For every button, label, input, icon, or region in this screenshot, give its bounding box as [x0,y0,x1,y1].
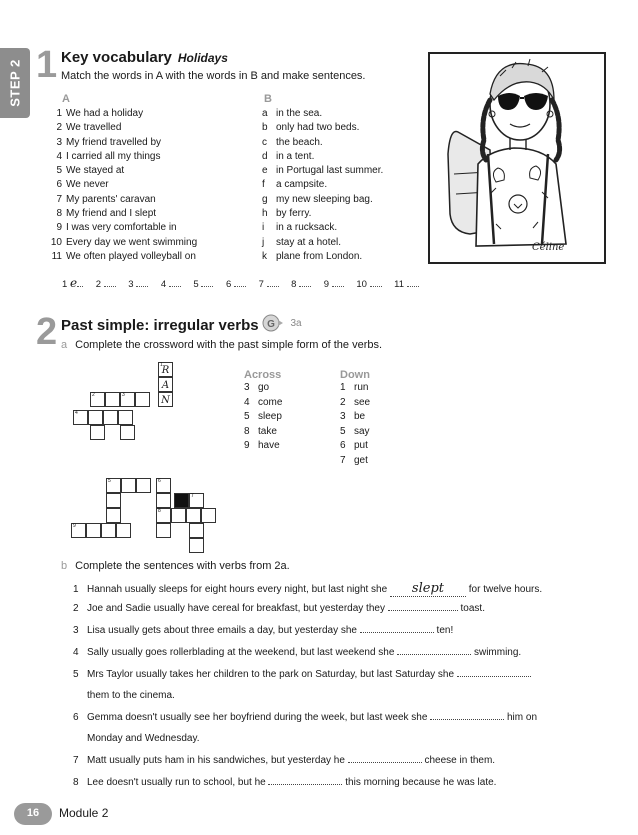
clue-number: 7 [340,454,346,466]
item-text: in the sea. [276,108,323,119]
girl-with-rucksack-drawing [430,54,604,262]
module-label: Module 2 [59,806,109,820]
clue-verb: get [354,454,368,466]
crossword-cell[interactable] [86,523,101,538]
answer-slot[interactable] [128,279,148,290]
backpacker-illustration [428,52,606,264]
cell-number: 5 [108,478,111,484]
clue-verb: have [258,440,280,451]
cell-letter: N [161,395,170,406]
clue-verb: sleep [258,411,282,422]
crossword-cell[interactable] [88,410,103,425]
list-item [262,250,383,264]
answer-blank[interactable] [390,581,466,597]
clue-number: 4 [244,396,250,408]
clue [244,381,282,396]
illustrator-signature: Céline [532,242,565,253]
sentence [73,777,496,788]
answer-number: 4 [160,279,167,290]
item-letter: e [262,165,268,177]
item-number: 6 [56,179,62,191]
list-item [262,207,383,221]
item-text: Every day we went swimming [66,236,198,248]
cell-number: 6 [158,478,161,484]
across-clues [244,369,282,454]
sentence-start: Gemma doesn't usually see her boyfriend during the week, but last week she [87,712,428,723]
sentence-end: for twelve hours. [468,584,543,595]
item-letter: j [262,236,265,248]
sentence-end: ten! [436,625,454,636]
crossword-cell[interactable] [158,362,173,377]
clue-number: 2 [340,396,346,408]
answer-blank[interactable] [388,610,458,611]
sentence-number: 2 [73,603,79,614]
clue-verb: go [258,382,270,393]
item-text: My friend and I slept [66,208,157,220]
answer-blanks [62,276,429,290]
item-number: 1 [56,108,62,119]
grammar-reference-label: 3a [290,317,302,329]
item-text: I carried all my things [66,150,161,162]
crossword-cell[interactable] [90,392,105,407]
clue-number: 6 [340,440,346,451]
clue-number: 5 [244,411,250,422]
handwritten-answer: e [69,276,78,290]
answer-blank[interactable] [234,286,246,287]
answer-slot[interactable] [394,279,419,290]
sentence-start: Lisa usually gets about three emails a day, but yesterday she [87,625,357,636]
item-text: by ferry. [276,208,312,220]
sentence-number: 8 [73,777,79,788]
sentence [73,712,537,723]
part-b-instruction [61,560,290,572]
sentence-start: Mrs Taylor usually takes her children to the park on Saturday, but last Saturday she [87,669,455,680]
list-item [46,236,197,250]
crossword-cell[interactable] [71,523,86,538]
part-letter: a [61,339,68,351]
sentence-start: Hannah usually sleeps for eight hours every night, but last night she [87,584,388,595]
item-letter: g [262,193,268,205]
sentence-end: cheese in them. [424,755,496,766]
clue-number: 5 [340,425,346,437]
section-number: 2 [36,311,58,353]
crossword-cell[interactable] [120,392,135,407]
clue-verb: run [354,382,369,393]
item-letter: h [262,208,268,220]
crossword-cell[interactable] [156,523,171,538]
answer-slot[interactable] [324,279,344,290]
answer-slot[interactable] [291,279,311,290]
answer-blank[interactable] [397,654,471,655]
clue-number: 3 [340,411,346,422]
clue [340,425,370,440]
column-a-list [46,107,197,264]
sentence-number: 1 [73,584,79,595]
sentence-start: Matt usually puts ham in his sandwiches, but yesterday he [87,755,345,766]
column-b-list [262,107,383,264]
answer-slot[interactable] [259,279,279,290]
answer-blank[interactable] [430,719,504,720]
crossword-cell[interactable] [186,508,201,523]
sentence-continuation: them to the cinema. [87,690,175,701]
crossword-cell[interactable] [189,493,204,508]
crossword-cell[interactable] [156,493,171,508]
answer-slot[interactable] [161,279,181,290]
crossword-cell[interactable] [73,410,88,425]
item-text: We travelled [66,122,122,134]
answer-slot[interactable] [62,276,83,290]
across-heading: Across [244,369,282,381]
item-letter: i [262,222,265,234]
list-item [46,150,197,164]
list-item [46,107,197,121]
clue-number: 1 [340,382,346,393]
item-text: My friend travelled by [66,136,162,148]
sentence [73,755,495,766]
step-label: STEP 2 [7,59,23,107]
cell-letter: R [161,365,170,376]
list-item [262,150,383,164]
list-item [46,164,197,178]
sentence-end: toast. [460,603,485,614]
sentence-end: this morning because he was late. [345,777,497,788]
sentence-number: 4 [73,647,79,658]
answer-blank[interactable] [104,286,116,287]
list-item [46,136,197,150]
item-letter: d [262,150,268,162]
item-number: 10 [50,236,62,248]
clue [340,381,370,396]
down-clues [340,369,370,468]
item-text: in Portugal last summer. [276,165,384,177]
answer-number: 5 [193,279,199,290]
sentence-start: Sally usually goes rollerblading at the weekend, but last weekend she [87,647,395,658]
crossword-cell[interactable] [156,478,171,493]
cell-number: 7 [191,493,194,499]
answer-slot[interactable] [193,279,213,290]
sentence [73,669,531,680]
sentence-number: 7 [73,755,79,766]
clue [244,439,282,454]
sentence-end: him on [507,712,538,723]
crossword-black-cell [174,493,189,508]
instruction-text: Complete the crossword with the past simple form of the verbs. [75,339,383,351]
answer-number: 3 [128,279,134,290]
item-number: 3 [56,136,62,148]
item-number: 11 [51,250,62,262]
item-text: We stayed at [66,165,125,177]
item-letter: f [262,179,265,191]
list-item [262,178,383,192]
answer-number: 10 [356,279,367,290]
answer-blank[interactable] [457,676,531,677]
answer-slot[interactable] [356,279,381,290]
answer-number: 2 [95,279,101,290]
clue-verb: come [258,396,283,408]
item-letter: b [262,122,268,134]
clue [340,439,370,454]
answer-blank[interactable] [299,286,311,287]
step-tab [0,48,30,118]
section-title: Past simple: irregular verbs [61,317,259,334]
item-text: I was very comfortable in [66,222,177,234]
item-number: 5 [56,165,62,177]
title-text: Key vocabulary [61,49,172,66]
sentence [73,603,485,614]
crossword-cell[interactable] [189,523,204,538]
answer-slot[interactable] [226,279,246,290]
cell-number: 1 [160,362,163,368]
clue-verb: say [354,425,370,437]
item-number: 4 [56,150,62,162]
clue [244,410,282,425]
cell-letter: A [161,380,170,391]
item-letter: c [262,136,267,148]
sentence-continuation: Monday and Wednesday. [87,733,200,744]
section-title [61,49,228,66]
list-item [46,221,197,235]
item-letter: k [262,250,267,262]
cell-number: 8 [158,508,161,514]
answer-blank[interactable] [360,632,434,633]
crossword-cell[interactable] [156,508,171,523]
answer-blank[interactable] [268,784,342,785]
item-text: the beach. [276,136,323,148]
item-number: 9 [56,222,62,234]
crossword-cell[interactable] [118,410,133,425]
item-number: 8 [56,208,62,220]
crossword-cell[interactable] [135,392,150,407]
item-text: my new sleeping bag. [276,193,373,205]
answer-blank[interactable] [370,286,382,287]
page-number-badge [14,803,52,825]
list-item [262,236,383,250]
crossword-cell[interactable] [171,508,186,523]
list-item [46,207,197,221]
answer-blank[interactable] [201,286,213,287]
crossword-cell[interactable] [116,523,131,538]
svg-text:G: G [267,319,275,330]
answer-blank[interactable] [332,286,344,287]
clue-verb: take [258,425,277,437]
part-letter: b [61,560,68,572]
sentence [73,625,453,636]
clue [340,410,370,425]
item-number: 7 [56,193,62,205]
item-letter: a [262,108,268,119]
answer-blank[interactable] [77,286,83,287]
answer-slot[interactable] [96,279,116,290]
cell-number: 9 [73,523,76,529]
grammar-reference [262,314,302,332]
answer-blank[interactable] [267,286,279,287]
clue [244,425,282,440]
answer-number: 6 [226,279,232,290]
sentence-start: Lee doesn't usually run to school, but he [87,777,266,788]
list-item [46,250,197,264]
clue-number: 9 [244,440,250,451]
item-text: stay at a hotel. [276,236,342,248]
answer-number: 11 [394,279,405,290]
item-text: plane from London. [276,250,363,262]
list-item [262,164,383,178]
down-heading: Down [340,369,370,381]
column-b-heading: B [264,93,272,105]
title-subtitle: Holidays [177,51,228,65]
clue-verb: be [354,411,366,422]
answer-blank[interactable] [348,762,422,763]
crossword-cell[interactable] [201,508,216,523]
list-item [46,178,197,192]
crossword-cell[interactable] [120,425,135,440]
part-a-instruction [61,339,382,351]
list-item [262,107,383,121]
item-text: We never [66,179,109,191]
answer-number: 1 [62,279,68,290]
clue-number: 8 [244,425,250,437]
clue [340,396,370,411]
list-item [46,193,197,207]
grammar-reference-icon [262,314,284,332]
crossword-cell[interactable] [106,508,121,523]
clue [340,454,370,469]
answer-number: 9 [323,279,330,290]
cell-number: 2 [92,392,95,398]
list-item [46,121,197,135]
list-item [262,193,383,207]
sentence [73,647,521,658]
sentence-start: Joe and Sadie usually have cereal for breakfast, but yesterday they [87,603,385,614]
crossword-cell[interactable] [103,410,118,425]
crossword-cell[interactable] [90,425,105,440]
instruction-text: Complete the sentences with verbs from 2a. [75,560,290,572]
clue [244,396,282,411]
sentence [73,581,542,597]
list-item [262,121,383,135]
answer-blank[interactable] [136,286,148,287]
crossword-cell[interactable] [158,392,173,407]
answer-blank[interactable] [169,286,181,287]
item-number: 2 [56,122,62,134]
crossword-cell[interactable] [106,478,121,493]
crossword-cell[interactable] [105,392,120,407]
clue-verb: see [354,396,371,408]
sentence-end: swimming. [473,647,522,658]
sentence-number: 5 [73,669,79,680]
item-text: in a tent. [276,150,315,162]
list-item [262,136,383,150]
sentence-number: 3 [73,625,79,636]
item-text: My parents' caravan [66,193,156,205]
item-text: in a rucksack. [276,222,338,234]
item-text: We had a holiday [66,108,144,119]
answer-blank[interactable] [407,286,419,287]
column-a-heading: A [62,93,70,105]
crossword-cell[interactable] [136,478,151,493]
crossword-cell[interactable] [106,493,121,508]
handwritten-answer: slept [411,581,444,596]
item-text: We often played volleyball on [66,250,196,262]
page-number: 16 [26,807,40,819]
cell-number: 4 [75,410,78,416]
crossword-cell[interactable] [158,377,173,392]
section-number: 1 [36,44,58,86]
list-item [262,221,383,235]
item-text: a campsite. [276,179,328,191]
crossword-cell[interactable] [121,478,136,493]
cell-number: 3 [122,392,125,398]
clue-verb: put [354,440,368,451]
clue-number: 3 [244,382,250,393]
instruction: Match the words in A with the words in B and make sentences. [61,70,366,82]
answer-number: 7 [258,279,264,290]
sentence-number: 6 [73,712,79,723]
answer-number: 8 [291,279,297,290]
crossword-cell[interactable] [189,538,204,553]
crossword-cell[interactable] [101,523,116,538]
item-text: only had two beds. [276,122,360,134]
